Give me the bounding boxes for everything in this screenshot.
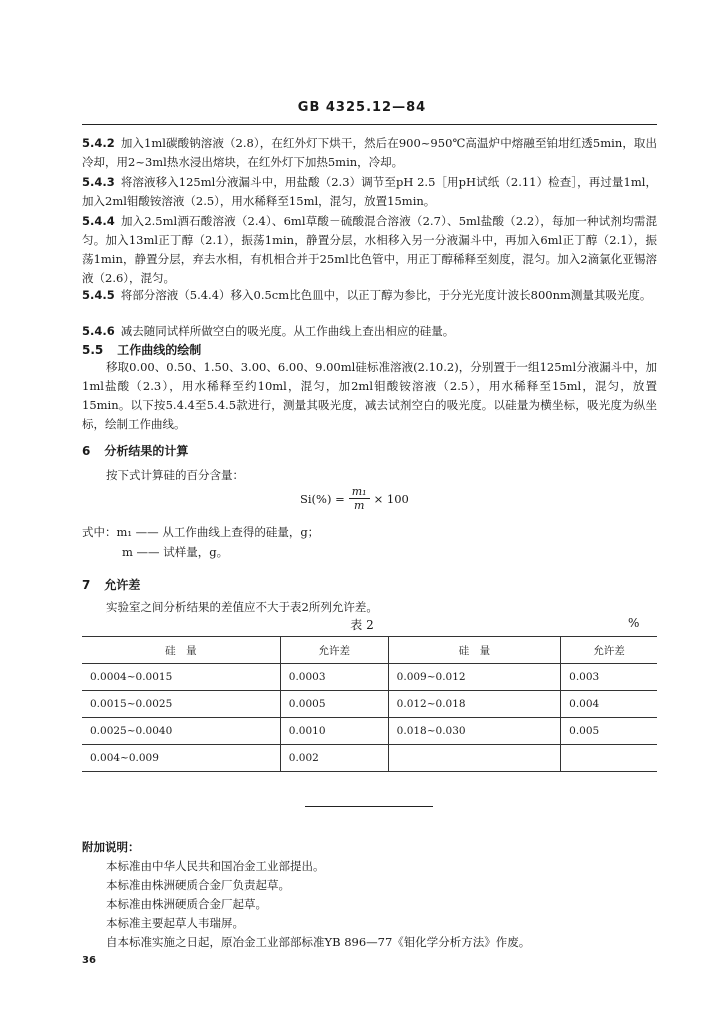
paragraph-5-4-5	[82, 286, 657, 305]
clause-number: 5.4.6	[82, 324, 115, 338]
clause-text: 加入2.5ml酒石酸溶液（2.4）、6ml草酸－硫酸混合溶液（2.7）、5ml盐酸（2.2），每加一种试剂均需混匀。加入13ml正丁醇（2.1），振荡1min，静置分层，水相移入另一分液漏斗中，再加入6ml正丁醇（2.1），振荡1min，静置分层，弃去水相，有机相合并于25ml比色管中，用正丁醇稀释至刻度，混匀。加入2滴氯化亚锡溶液（2.6），混匀。	[82, 214, 657, 285]
clause-text: 将溶液移入125ml分液漏斗中，用盐酸（2.3）调节至pH 2.5［用pH试纸（2.11）检查］，再过量1ml，加入2ml钼酸铵溶液（2.5），用水稀释至15ml，混匀，放置15min。	[82, 175, 657, 208]
formula-fraction	[349, 485, 370, 512]
formula-denominator: m	[353, 499, 365, 512]
clause-number: 5.4.3	[82, 175, 115, 189]
table-cell: 0.012~0.018	[388, 691, 560, 718]
paragraph-5-4-4	[82, 212, 657, 288]
table-cell	[388, 745, 560, 772]
table-cell: 0.0015~0.0025	[82, 691, 280, 718]
clause-number: 5.4.5	[82, 288, 115, 302]
clause-text: 加入1ml碳酸钠溶液（2.8），在红外灯下烘干，然后在900~950℃高温炉中熔融至铂坩红透5min，取出冷却，用2~3ml热水浸出熔块，在红外灯下加热5min，冷却。	[82, 136, 657, 169]
table-cell	[561, 745, 657, 772]
section-divider	[305, 806, 433, 807]
paragraph-5-4-6	[82, 322, 657, 341]
table-cell: 0.004~0.009	[82, 745, 280, 772]
table-cell: 0.018~0.030	[388, 718, 560, 745]
notes-line: 本标准由株洲硬质合金厂负责起草。	[106, 878, 290, 892]
formula-rhs: × 100	[373, 491, 409, 506]
clause-text: 将部分溶液（5.4.4）移入0.5cm比色皿中，以正丁醇为参比，于分光光度计波长800nm测量其吸光度。	[120, 288, 652, 302]
table-cell: 0.009~0.012	[388, 664, 560, 691]
notes-line: 本标准由中华人民共和国冶金工业部提出。	[106, 859, 325, 873]
page-number: 36	[82, 955, 96, 966]
section-number: 7	[82, 578, 91, 592]
table-header-cell: 允许差	[561, 637, 657, 664]
table-cell: 0.004	[561, 691, 657, 718]
section-title: 工作曲线的绘制	[117, 343, 202, 357]
section-heading-7	[82, 576, 140, 593]
page-header: GB 4325.12—84	[297, 100, 427, 115]
table-row	[82, 664, 657, 691]
formula	[300, 485, 409, 512]
section-number: 5.5	[82, 343, 104, 357]
paragraph-5-4-3	[82, 173, 657, 211]
table-header-cell: 允许差	[280, 637, 388, 664]
table-cell: 0.0003	[280, 664, 388, 691]
legend-line: 式中：m₁ —— 从工作曲线上查得的硅量，g；	[82, 525, 320, 539]
table-cell: 0.005	[561, 718, 657, 745]
table-row	[82, 691, 657, 718]
formula-legend	[82, 522, 319, 562]
table-header-row	[82, 637, 657, 664]
table-cell: 0.0004~0.0015	[82, 664, 280, 691]
clause-number: 5.4.2	[82, 136, 115, 150]
table-header-cell: 硅 量	[388, 637, 560, 664]
formula-lhs: Si(%) =	[300, 491, 345, 506]
section-heading-5-5	[82, 341, 201, 358]
table-row	[82, 718, 657, 745]
table-row	[82, 745, 657, 772]
paragraph-5-5: 移取0.00、0.50、1.50、3.00、6.00、9.00ml硅标准溶液(2.10.2)，分别置于一组125ml分液漏斗中，加1ml盐酸（2.3），用水稀释至约10ml，混匀，加2ml钼酸铵溶液（2.5），用水稀释至15ml，混匀，放置15min。以下按5.4.4至5.4.5款进行，测量其吸光度，减去试剂空白的吸光度。以硅量为横坐标，吸光度为纵坐标，绘制工作曲线。	[82, 360, 657, 431]
formula-numerator: m₁	[349, 485, 370, 499]
paragraph-7: 实验室之间分析结果的差值应不大于表2所列允许差。	[106, 600, 378, 614]
section-title: 允许差	[104, 578, 141, 592]
clause-text: 减去随同试样所做空白的吸光度。从工作曲线上查出相应的硅量。	[120, 324, 455, 338]
table-cell: 0.0005	[280, 691, 388, 718]
header-rule	[82, 124, 657, 125]
notes-line: 自本标准实施之日起，原冶金工业部部标准YB 896—77《钼化学分析方法》作废。	[106, 935, 531, 949]
clause-number: 5.4.4	[82, 214, 115, 228]
table-cell: 0.002	[280, 745, 388, 772]
notes-line: 本标准主要起草人韦瑞屏。	[106, 916, 244, 930]
tolerance-table	[82, 636, 657, 772]
paragraph-6: 按下式计算硅的百分含量：	[106, 468, 244, 482]
table-cell: 0.003	[561, 664, 657, 691]
legend-line: m —— 试样量，g。	[122, 545, 229, 559]
additional-notes	[82, 838, 530, 952]
table-cell: 0.0025~0.0040	[82, 718, 280, 745]
notes-line: 本标准由株洲硬质合金厂起草。	[106, 897, 267, 911]
notes-title: 附加说明：	[82, 840, 140, 854]
table-title: 表 2	[350, 618, 374, 632]
paragraph-5-4-2	[82, 134, 657, 172]
section-heading-6	[82, 442, 188, 459]
table-unit: %	[628, 616, 640, 630]
table-header-cell: 硅 量	[82, 637, 280, 664]
table-cell: 0.0010	[280, 718, 388, 745]
section-title: 分析结果的计算	[104, 444, 189, 458]
section-number: 6	[82, 444, 91, 458]
